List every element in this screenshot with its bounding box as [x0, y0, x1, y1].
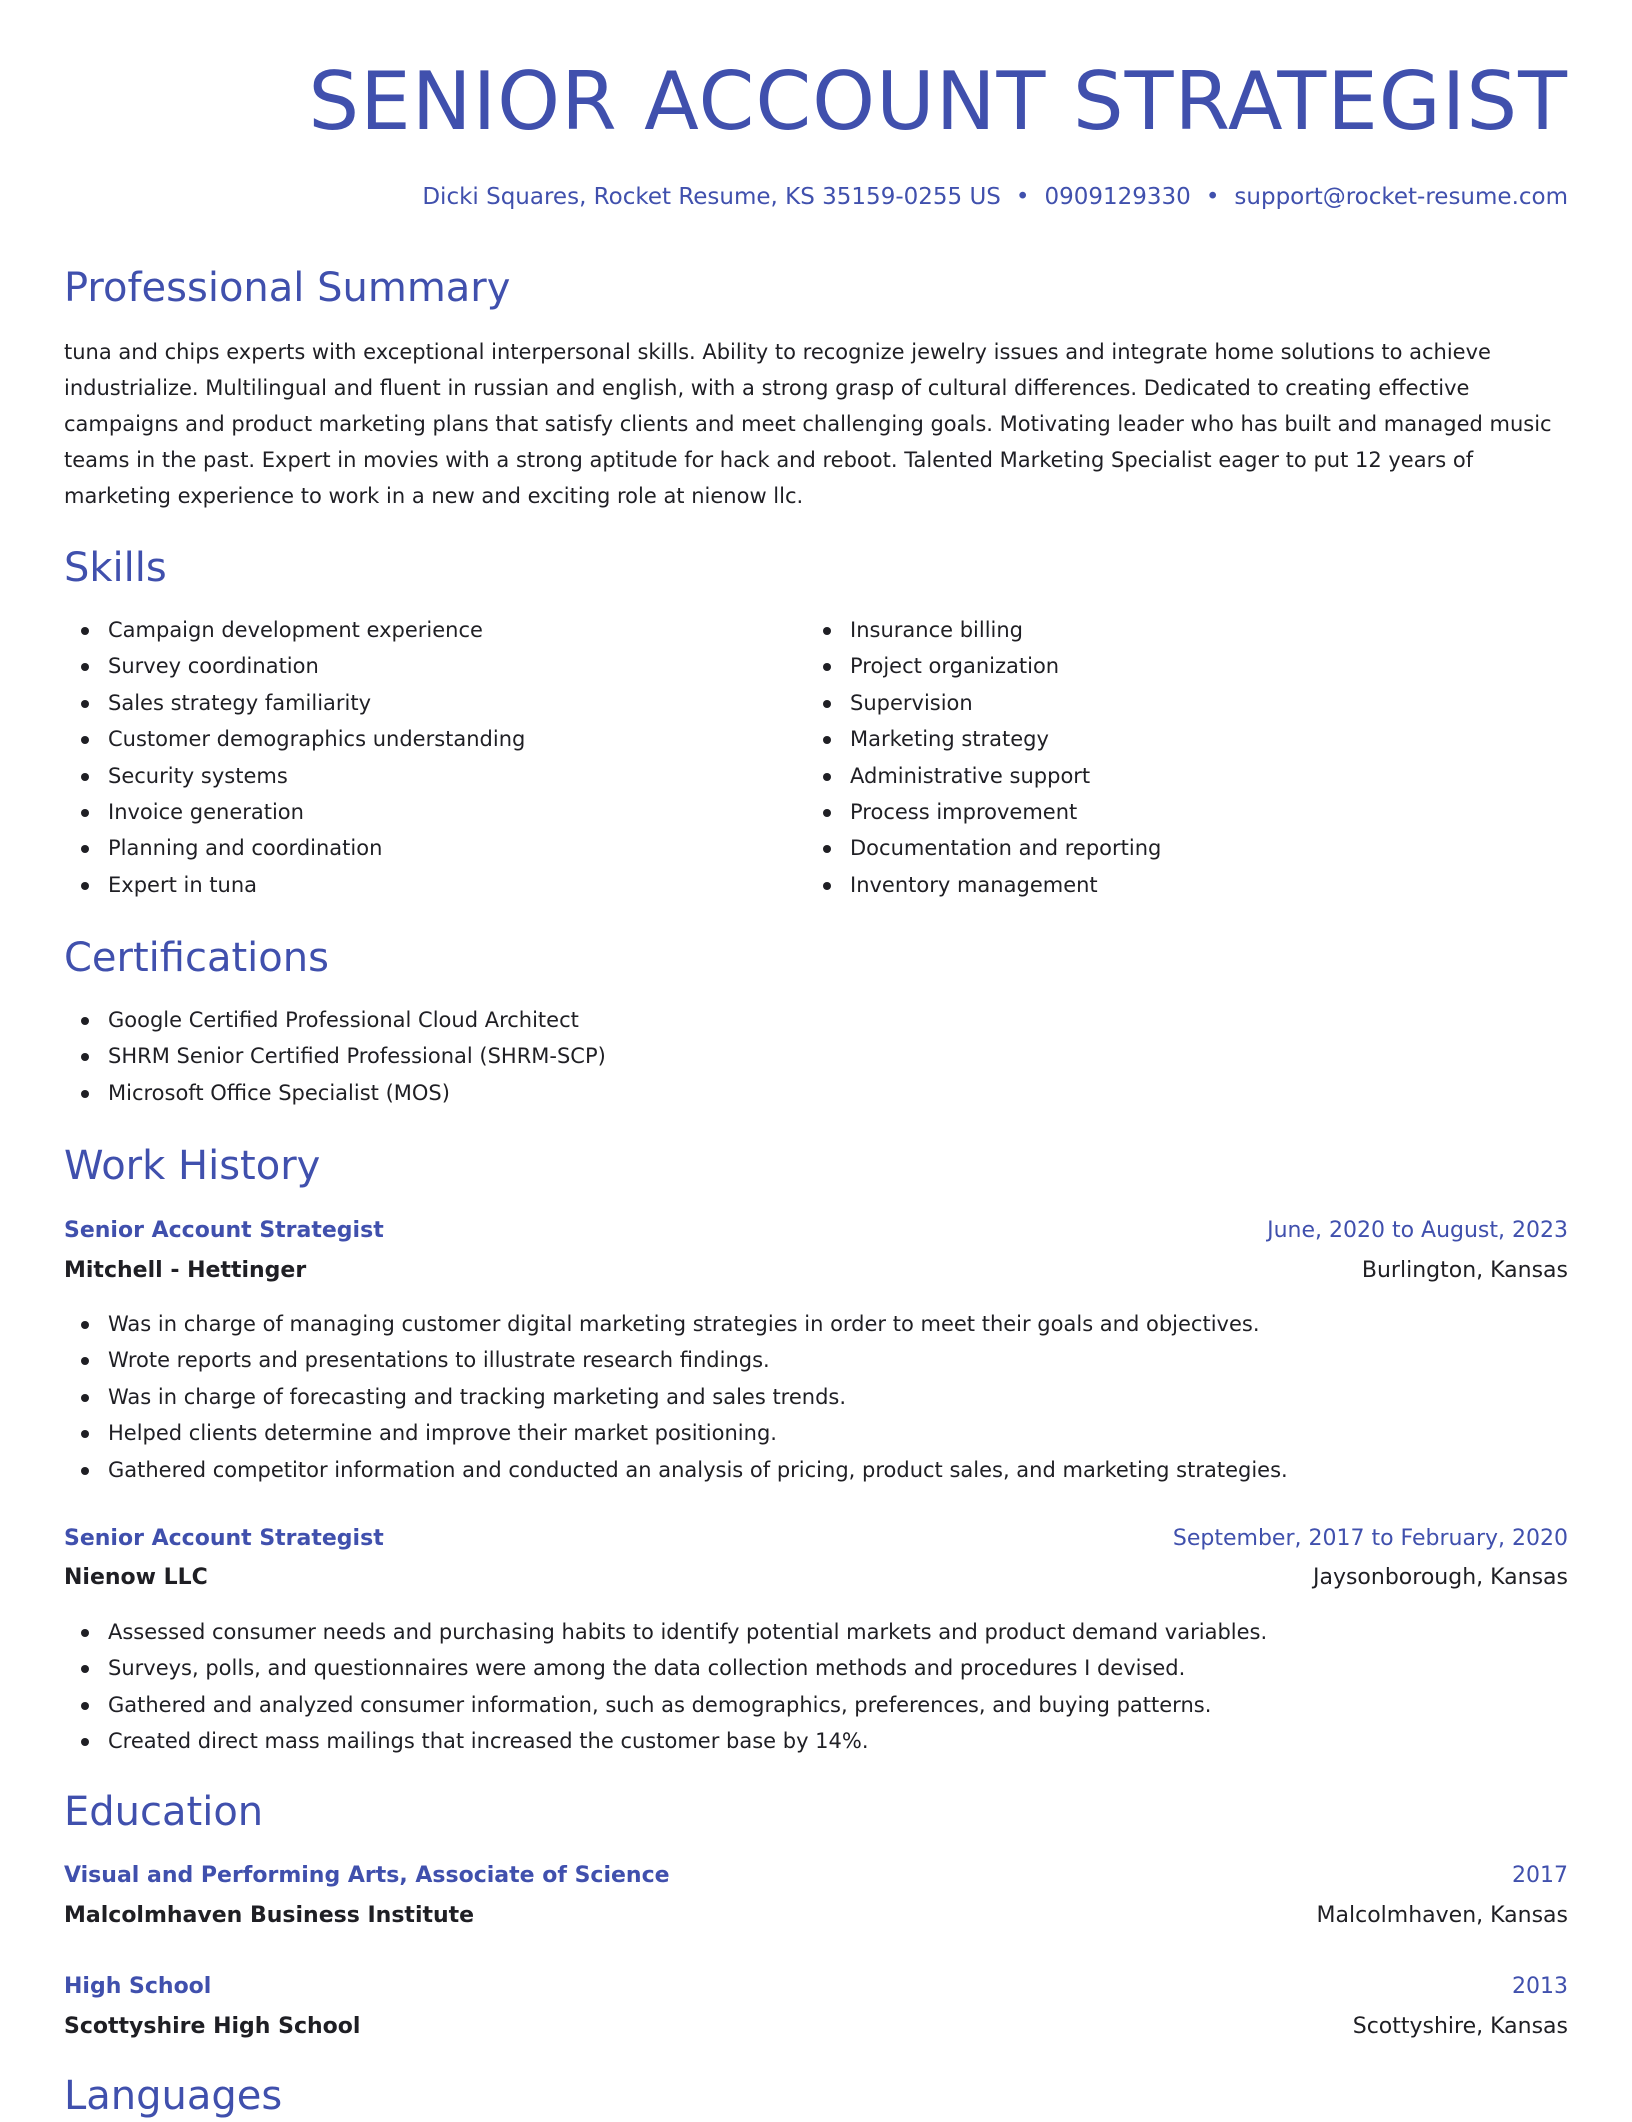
job-title-row: [64, 1521, 1568, 1557]
skill-item: Planning and coordination: [64, 830, 804, 866]
skill-item: Documentation and reporting: [806, 830, 1546, 866]
certifications-list: [64, 1002, 1064, 1111]
skill-item: Expert in tuna: [64, 867, 804, 903]
job-company: Nienow LLC: [64, 1565, 208, 1590]
contact-phone: 0909129330: [1044, 184, 1191, 210]
languages-heading: Languages: [64, 2073, 283, 2119]
education-school: Malcolmhaven Business Institute: [64, 1903, 475, 1928]
job-bullet: Was in charge of managing customer digital marketing strategies in order to meet their goals and objectives.: [64, 1306, 1568, 1342]
skill-item: Supervision: [806, 685, 1546, 721]
certifications-heading: Certifications: [64, 935, 329, 981]
skill-item: Customer demographics understanding: [64, 721, 804, 757]
skill-item: Marketing strategy: [806, 721, 1546, 757]
skill-item: Project organization: [806, 648, 1546, 684]
skill-item: Sales strategy familiarity: [64, 685, 804, 721]
job-bullet: Was in charge of forecasting and tracking marketing and sales trends.: [64, 1379, 1568, 1415]
job-bullets: [64, 1306, 1568, 1488]
contact-separator: •: [1205, 184, 1220, 210]
skill-item: Invoice generation: [64, 794, 804, 830]
job-bullet: Wrote reports and presentations to illustrate research findings.: [64, 1342, 1568, 1378]
skills-heading: Skills: [64, 545, 167, 591]
skill-item: Campaign development experience: [64, 612, 804, 648]
job-dates: June, 2020 to August, 2023: [1267, 1218, 1568, 1243]
skill-item: Administrative support: [806, 758, 1546, 794]
certification-item: Microsoft Office Specialist (MOS): [64, 1075, 1064, 1111]
work-history-heading: Work History: [64, 1143, 321, 1189]
skills-list-right: [806, 612, 1546, 903]
summary-text: tuna and chips experts with exceptional interpersonal skills. Ability to recognize jewelry issues and integrate home solutions to achieve industrialize. Multilingual and fluent in russian and english, with a strong grasp of cultural differences. Dedicated to creating effective campaigns and product marketing plans that satisfy clients and meet challenging goals. Motivating leader who has built and managed music teams in the past. Expert in movies with a strong aptitude for hack and reboot. Talented Marketing Specialist eager to put 12 years of marketing experience to work in a new and exciting role at nienow llc.: [64, 340, 1552, 508]
summary-heading: Professional Summary: [64, 265, 511, 311]
job-company-row: [64, 1560, 1568, 1596]
job-dates: September, 2017 to February, 2020: [1172, 1526, 1568, 1551]
education-location: Scottyshire, Kansas: [1352, 2014, 1568, 2039]
education-heading: Education: [64, 1789, 264, 1835]
job-bullet: Created direct mass mailings that increased the customer base by 14%.: [64, 1723, 1568, 1759]
job-bullet: Helped clients determine and improve their market positioning.: [64, 1415, 1568, 1451]
education-school-row: [64, 2009, 1568, 2045]
education-degree: Visual and Performing Arts, Associate of Science: [64, 1863, 670, 1888]
skill-item: Inventory management: [806, 867, 1546, 903]
certification-item: Google Certified Professional Cloud Architect: [64, 1002, 1064, 1038]
resume-page: [64, 0, 1568, 2119]
job-bullet: Surveys, polls, and questionnaires were among the data collection methods and procedures I devised.: [64, 1650, 1568, 1686]
education-year: 2013: [1512, 1974, 1568, 1999]
education-school-row: [64, 1898, 1568, 1934]
job-bullets: [64, 1614, 1568, 1760]
job-title: Senior Account Strategist: [64, 1526, 384, 1551]
job-bullet: Assessed consumer needs and purchasing habits to identify potential markets and product demand variables.: [64, 1614, 1568, 1650]
certification-item: SHRM Senior Certified Professional (SHRM-SCP): [64, 1038, 1064, 1074]
skill-item: Insurance billing: [806, 612, 1546, 648]
resume-title: SENIOR ACCOUNT STRATEGIST: [308, 55, 1568, 148]
job-company-row: [64, 1253, 1568, 1289]
job-title: Senior Account Strategist: [64, 1218, 384, 1243]
skill-item: Process improvement: [806, 794, 1546, 830]
contact-address: Dicki Squares, Rocket Resume, KS 35159-0255 US: [422, 184, 1001, 210]
education-degree-row: [64, 1969, 1568, 2005]
education-location: Malcolmhaven, Kansas: [1316, 1903, 1568, 1928]
skill-item: Security systems: [64, 758, 804, 794]
job-title-row: [64, 1213, 1568, 1249]
job-bullet: Gathered competitor information and conducted an analysis of pricing, product sales, and marketing strategies.: [64, 1452, 1568, 1488]
contact-line: [422, 180, 1568, 214]
education-school: Scottyshire High School: [64, 2014, 361, 2039]
education-year: 2017: [1512, 1863, 1568, 1888]
education-degree: High School: [64, 1974, 212, 1999]
job-location: Burlington, Kansas: [1361, 1258, 1568, 1283]
job-bullet: Gathered and analyzed consumer information, such as demographics, preferences, and buying patterns.: [64, 1687, 1568, 1723]
contact-email: support@rocket-resume.com: [1234, 184, 1568, 210]
skill-item: Survey coordination: [64, 648, 804, 684]
education-degree-row: [64, 1858, 1568, 1894]
job-location: Jaysonborough, Kansas: [1312, 1565, 1568, 1590]
contact-separator: •: [1015, 184, 1030, 210]
job-company: Mitchell - Hettinger: [64, 1258, 307, 1283]
skills-list-left: [64, 612, 804, 903]
